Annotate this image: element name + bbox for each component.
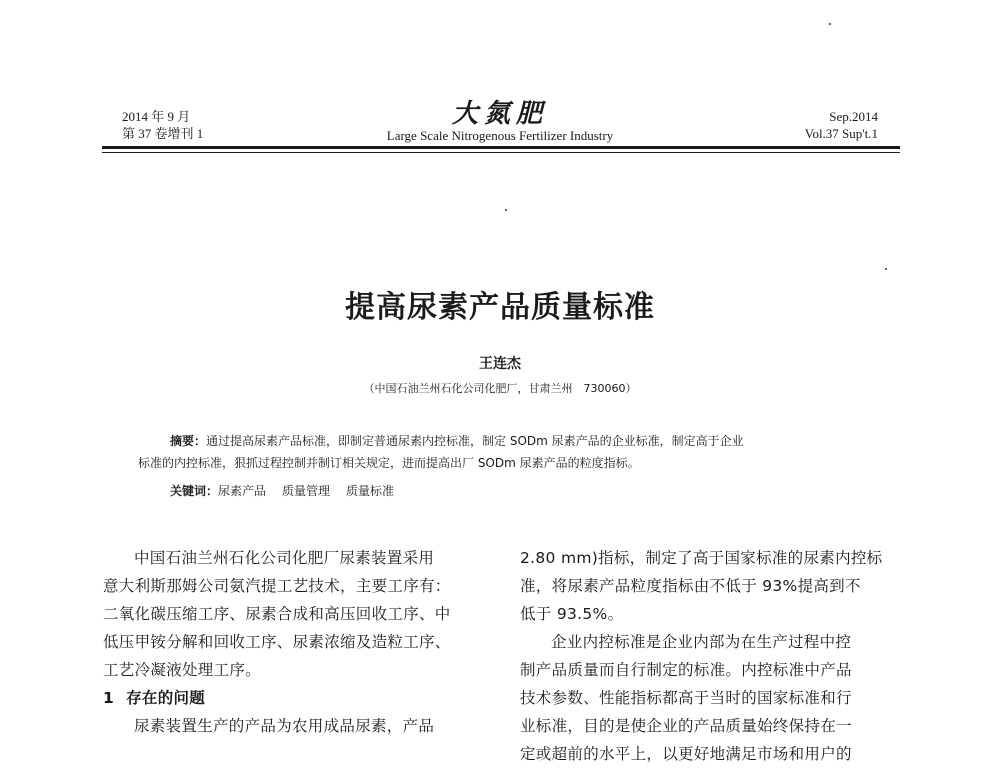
issue-date-cn: 2014 年 9 月 <box>122 109 191 124</box>
paragraph-line: 意大利斯那姆公司氨汽提工艺技术，主要工序有： <box>103 577 451 595</box>
article-author: 王连杰 <box>479 356 521 372</box>
header-rule-thin <box>102 152 900 153</box>
paragraph-line: 业标准，目的是使企业的产品质量始终保持在一 <box>520 717 852 735</box>
header-right <box>805 108 878 142</box>
paragraph-line: 企业内控标准是企业内部为在生产过程中控 <box>551 633 852 651</box>
keyword-item: 尿素产品 <box>218 484 267 498</box>
paragraph-line: 低于 93.5%。 <box>520 605 624 623</box>
section-number: 1 <box>103 689 115 707</box>
section-title: 存在的问题 <box>126 689 206 707</box>
header-rule-thick <box>102 146 900 149</box>
abstract <box>138 430 868 474</box>
abstract-line-2: 标准的内控标准，狠抓过程控制并制订相关规定，进而提高出厂 SODm 尿素产品的粒度指标。 <box>138 456 640 470</box>
issue-volume-cn: 第 37 卷增刊 1 <box>122 126 204 141</box>
keywords <box>170 482 410 499</box>
paragraph-line: 工艺冷凝液处理工序。 <box>103 661 262 679</box>
keywords-label: 关键词： <box>170 484 219 498</box>
issue-volume-en: Vol.37 Sup't.1 <box>804 126 878 141</box>
author-affiliation: （中国石油兰州石化公司化肥厂，甘肃兰州 730060） <box>363 382 637 395</box>
paragraph-line: 尿素装置生产的产品为农用成品尿素，产品 <box>134 717 435 735</box>
paragraph-line: 2.80 mm)指标，制定了高于国家标准的尿素内控标 <box>520 549 883 567</box>
scan-speck <box>829 23 831 25</box>
abstract-label: 摘要： <box>170 434 207 448</box>
article-title: 提高尿素产品质量标准 <box>345 290 655 325</box>
paragraph-line: 技术参数、性能指标都高于当时的国家标准和行 <box>520 689 852 707</box>
section-heading <box>103 684 495 712</box>
paragraph-line: 二氧化碳压缩工序、尿素合成和高压回收工序、中 <box>103 605 451 623</box>
issue-date-en: Sep.2014 <box>829 109 878 124</box>
journal-logo: 大氮肥 <box>451 99 548 129</box>
keyword-item: 质量标准 <box>346 484 395 498</box>
body-column-right <box>520 544 908 768</box>
journal-name-en: Large Scale Nitrogenous Fertilizer Industry <box>386 128 614 143</box>
keyword-item: 质量管理 <box>282 484 331 498</box>
paragraph-line: 定或超前的水平上，以更好地满足市场和用户的 <box>520 745 852 763</box>
scan-speck <box>885 268 887 270</box>
paragraph-line: 中国石油兰州石化公司化肥厂尿素装置采用 <box>134 549 435 567</box>
paragraph-line: 准，将尿素产品粒度指标由不低于 93%提高到不 <box>520 577 861 595</box>
scan-speck <box>505 209 507 211</box>
paragraph-line: 制产品质量而自行制定的标准。内控标准中产品 <box>520 661 852 679</box>
body-column-left <box>103 544 495 740</box>
abstract-line-1: 摘要：通过提高尿素产品标准，即制定普通尿素内控标准，制定 SODm 尿素产品的企业标准，制定高于企业 <box>170 434 744 448</box>
paragraph-line: 低压甲铵分解和回收工序、尿素浓缩及造粒工序、 <box>103 633 451 651</box>
